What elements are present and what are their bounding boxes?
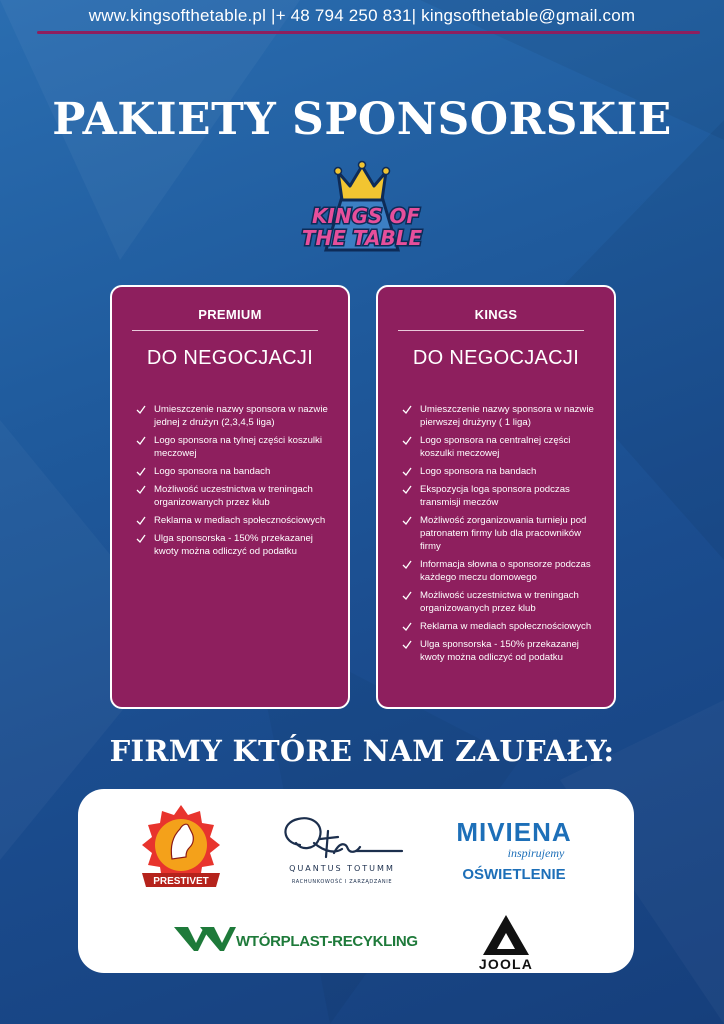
crown-icon: [338, 166, 386, 200]
package-divider: [398, 330, 584, 331]
feature-list: [396, 403, 602, 669]
contact-info: www.kingsofthetable.pl |+ 48 794 250 831| kingsofthetable@gmail.com: [88, 6, 636, 25]
feature-item: Możliwość uczestnictwa w treningach organizowanych przez klub: [396, 589, 602, 615]
check-icon: [136, 534, 146, 543]
wtorplast-recykling-logo: [174, 925, 418, 955]
miviena-logo: [438, 819, 588, 889]
check-icon: [402, 560, 412, 569]
feature-item: Ekspozycja loga sponsora podczas transmisji meczów: [396, 483, 602, 509]
svg-text:PRESTIVET: PRESTIVET: [153, 876, 209, 887]
svg-text:OŚWIETLENIE: OŚWIETLENIE: [462, 866, 566, 883]
feature-item: Logo sponsora na bandach: [130, 465, 336, 478]
kings-of-the-table-logo: [294, 160, 430, 264]
check-icon: [402, 516, 412, 525]
svg-text:inspirujemy: inspirujemy: [507, 846, 565, 860]
prestivet-logo: [136, 803, 226, 891]
svg-text:KINGS OF: KINGS OF: [311, 204, 421, 228]
check-icon: [136, 467, 146, 476]
feature-list: [130, 403, 336, 563]
check-icon: [402, 622, 412, 631]
feature-item: Informacja słowna o sponsorze podczas każdego meczu domowego: [396, 558, 602, 584]
clients-logos-panel: [78, 789, 634, 973]
feature-item: Logo sponsora na centralnej części koszulki meczowej: [396, 434, 602, 460]
package-card-premium: [110, 285, 350, 709]
check-icon: [136, 436, 146, 445]
svg-text:QUANTUS TOTUMM: QUANTUS TOTUMM: [289, 864, 395, 873]
check-icon: [402, 485, 412, 494]
check-icon: [402, 591, 412, 600]
svg-text:WTÓRPLAST-RECYKLING: WTÓRPLAST-RECYKLING: [236, 933, 418, 950]
package-price: DO NEGOCJACJI: [146, 347, 314, 369]
feature-item: Logo sponsora na tylnej części koszulki meczowej: [130, 434, 336, 460]
quantus-totumm-logo: [274, 813, 410, 893]
joola-logo: [465, 909, 547, 971]
svg-text:MIVIENA: MIVIENA: [456, 817, 572, 847]
feature-item: Możliwość uczestnictwa w treningach organizowanych przez klub: [130, 483, 336, 509]
package-name: PREMIUM: [198, 307, 262, 322]
feature-item: Logo sponsora na bandach: [396, 465, 602, 478]
feature-item: Umieszczenie nazwy sponsora w nazwie pierwszej drużyny ( 1 liga): [396, 403, 602, 429]
package-name: KINGS: [474, 307, 518, 322]
feature-item: Reklama w mediach społecznościowych: [396, 620, 602, 633]
feature-item: Umieszczenie nazwy sponsora w nazwie jednej z drużyn (2,3,4,5 liga): [130, 403, 336, 429]
feature-item: Ulga sponsorska - 150% przekazanej kwoty można odliczyć od podatku: [130, 532, 336, 558]
svg-text:JOOLA: JOOLA: [478, 956, 534, 972]
check-icon: [402, 436, 412, 445]
check-icon: [402, 405, 412, 414]
check-icon: [136, 485, 146, 494]
feature-item: Możliwość zorganizowania turnieju pod patronatem firmy lub dla pracowników firmy: [396, 514, 602, 553]
check-icon: [136, 405, 146, 414]
package-card-kings: [376, 285, 616, 709]
header-divider: [37, 31, 700, 34]
page-title: PAKIETY SPONSORSKIE: [52, 94, 672, 145]
svg-text:RACHUNKOWOŚĆ I ZARZĄDZANIE: RACHUNKOWOŚĆ I ZARZĄDZANIE: [291, 879, 393, 885]
package-divider: [132, 330, 318, 331]
feature-item: Ulga sponsorska - 150% przekazanej kwoty można odliczyć od podatku: [396, 638, 602, 664]
check-icon: [136, 516, 146, 525]
check-icon: [402, 640, 412, 649]
check-icon: [402, 467, 412, 476]
clients-heading: FIRMY KTÓRE NAM ZAUFAŁY:: [109, 734, 615, 768]
svg-text:THE TABLE: THE TABLE: [301, 226, 423, 250]
package-price: DO NEGOCJACJI: [412, 347, 580, 369]
feature-item: Reklama w mediach społecznościowych: [130, 514, 336, 527]
